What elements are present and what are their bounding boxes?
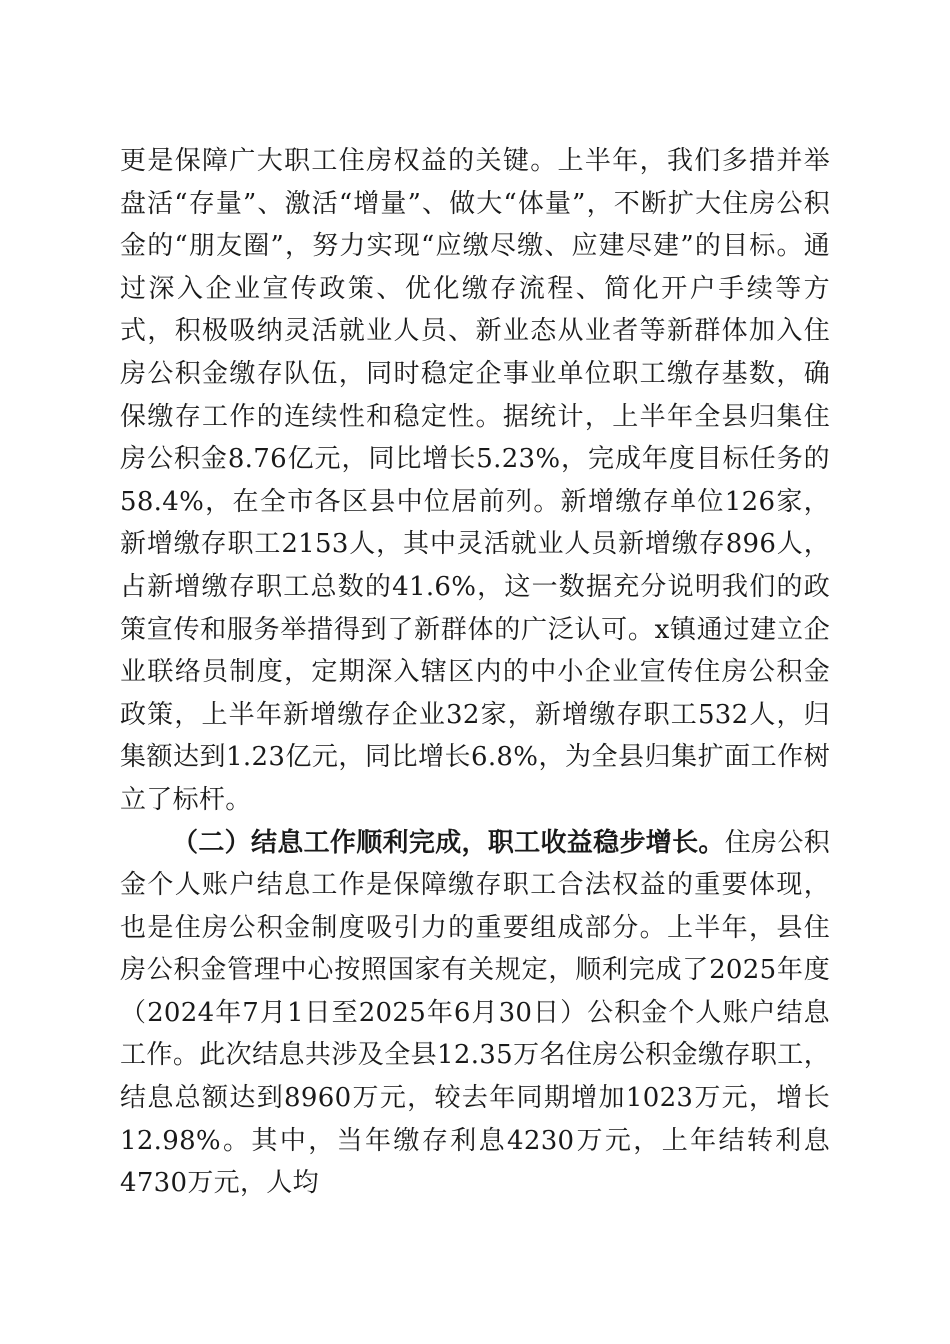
paragraph-interest-settlement xyxy=(120,822,830,1205)
document-body xyxy=(120,140,830,1205)
paragraph-interest-settlement-body: 住房公积金个人账户结息工作是保障缴存职工合法权益的重要体现，也是住房公积金制度吸引力的重要组成部分。上半年，县住房公积金管理中心按照国家有关规定，顺利完成了2025年度（2024年7月1日至2025年6月30日）公积金个人账户结息工作。此次结息共涉及全县12.35万名住房公积金缴存职工，结息总额达到8960万元，较去年同期增加1023万元，增长12.98%。其中，当年缴存利息4230万元，上年结转利息4730万元，人均 xyxy=(120,827,830,1199)
paragraph-collection-expansion: 更是保障广大职工住房权益的关键。上半年，我们多措并举盘活“存量”、激活“增量”、做大“体量”，不断扩大住房公积金的“朋友圈”，努力实现“应缴尽缴、应建尽建”的目标。通过深入企业宣传政策、优化缴存流程、简化开户手续等方式，积极吸纳灵活就业人员、新业态从业者等新群体加入住房公积金缴存队伍，同时稳定企事业单位职工缴存基数，确保缴存工作的连续性和稳定性。据统计，上半年全县归集住房公积金8.76亿元，同比增长5.23%，完成年度目标任务的58.4%，在全市各区县中位居前列。新增缴存单位126家，新增缴存职工2153人，其中灵活就业人员新增缴存896人，占新增缴存职工总数的41.6%，这一数据充分说明我们的政策宣传和服务举措得到了新群体的广泛认可。x镇通过建立企业联络员制度，定期深入辖区内的中小企业宣传住房公积金政策，上半年新增缴存企业32家，新增缴存职工532人，归集额达到1.23亿元，同比增长6.8%，为全县归集扩面工作树立了标杆。 xyxy=(120,146,830,815)
section-heading-interest-settlement: （二）结息工作顺利完成，职工收益稳步增长。 xyxy=(172,827,725,858)
